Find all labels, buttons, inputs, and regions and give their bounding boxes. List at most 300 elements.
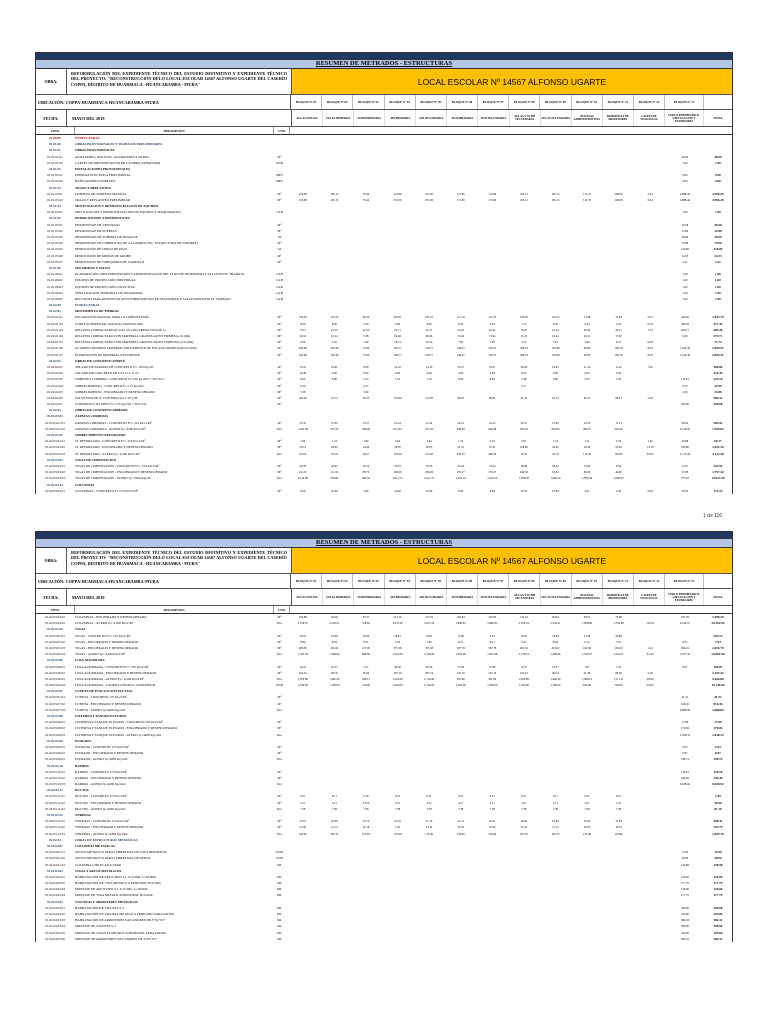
- row-total: 1.00: [715, 210, 721, 215]
- row-value: 2,139.64: [679, 426, 690, 431]
- row-value: 420.49: [614, 426, 623, 431]
- row-value: 212.76: [298, 470, 307, 475]
- row-value: 8.37: [682, 639, 688, 644]
- row-item: 01.02.04.02: [47, 868, 63, 873]
- sub-header: AULAS Y SS.HH SECUNDARIA: [510, 589, 541, 605]
- row-total: 359.60: [713, 930, 723, 935]
- sub-header: SUM PRIMARIA: [447, 589, 478, 605]
- block-header: BLOQUE Nº 02: [322, 574, 353, 588]
- row-value: 73.98: [615, 615, 622, 619]
- row-unit: ML: [277, 862, 282, 867]
- row-value: 1.00: [682, 278, 688, 283]
- row-value: 1.83: [394, 639, 401, 644]
- row-value: 16.69: [331, 819, 338, 824]
- row-value: 3,037.29: [392, 621, 403, 626]
- row-total: 224.18: [713, 377, 723, 382]
- row-item: 01.01.01.02: [47, 160, 63, 165]
- row-unit: M³: [277, 420, 282, 425]
- row-value: [634, 936, 666, 942]
- row-value: 5.60: [647, 395, 653, 400]
- row-value: 1,224.39: [679, 346, 690, 351]
- row-item: 01.01.03: [49, 185, 61, 190]
- row-item: 01.02.04.03.05: [45, 930, 65, 935]
- row-value: 1,993.48: [487, 652, 498, 657]
- row-value: 1,878.49: [581, 476, 593, 481]
- row-value: 18.68: [331, 633, 338, 638]
- row-value: 187.01: [425, 315, 434, 320]
- row-value: 79.08: [681, 241, 689, 246]
- row-total: 408.42: [713, 819, 723, 824]
- row-value: 8.97: [682, 751, 688, 756]
- row-value: 4.51: [521, 800, 527, 805]
- row-value: [287, 936, 319, 942]
- sub-header: AULAS PRIMARIA: [323, 110, 354, 126]
- row-value: 1,316.00: [424, 683, 435, 688]
- block-header: BLOQUE Nº 01: [291, 574, 322, 588]
- row-value: 917.63: [425, 426, 434, 431]
- row-value: 35.35: [299, 420, 307, 425]
- row-value: 9.96: [489, 488, 495, 493]
- col-und: UND: [274, 127, 290, 134]
- row-value: 170.46: [393, 831, 402, 836]
- row-item: 01.02.01.07: [47, 352, 63, 357]
- row-unit: M³: [277, 488, 282, 493]
- row-description: TRAZO Y REPLANTEO PRELIMINAR: [75, 197, 130, 202]
- row-item: 01.02.03.08.02: [45, 726, 65, 731]
- row-value: 163.48: [551, 352, 560, 357]
- row-value: 43.57: [362, 451, 370, 456]
- row-value: 2.03: [489, 439, 495, 444]
- row-value: 3.30: [300, 389, 306, 394]
- row-unit: M²: [277, 615, 282, 619]
- row-value: 170.46: [425, 831, 434, 836]
- row-total: 3,996.49: [712, 191, 724, 196]
- row-total: 60.17: [714, 439, 722, 444]
- row-value: 0.00: [363, 371, 369, 376]
- row-value: 8.20: [647, 346, 653, 351]
- row-item: 01.02.01.01: [47, 315, 63, 320]
- row-description: OBRAS PROVISIONALES Y TRABAJOS PRELIMINARES: [75, 142, 163, 147]
- row-value: 171.86: [456, 197, 465, 202]
- row-item: 01.02.03.04.01: [45, 488, 65, 493]
- row-value: 0.17: [363, 383, 369, 388]
- row-value: 12.00: [681, 850, 689, 855]
- row-item: 01.02.01.06: [47, 346, 63, 351]
- row-total: 9.00: [715, 173, 721, 178]
- row-value: 9.00: [552, 377, 558, 382]
- row-value: 35.93: [425, 463, 433, 468]
- row-total: 359.60: [713, 912, 723, 916]
- row-item: 01.02.03.01.01: [45, 420, 65, 425]
- row-description: BAÑO QUIMICO PORTATIL: [75, 179, 116, 184]
- row-item: 01.01.04.01: [47, 210, 63, 215]
- row-value: 152.05: [361, 831, 370, 836]
- row-value: 2,169.54: [518, 621, 529, 626]
- row-description: ELIMINACIÓN DE MATERIAL EXCEDENTE: [75, 352, 140, 357]
- row-value: 29.92: [552, 445, 559, 450]
- row-unit: M²: [277, 726, 282, 731]
- row-value: 148.47: [456, 346, 465, 351]
- row-value: 106.08: [614, 197, 623, 202]
- row-value: 14.57: [520, 664, 528, 669]
- row-total: 205.13: [713, 633, 723, 638]
- row-description: DESMONTAJE DE VENTANAS: [75, 222, 120, 227]
- row-item: 01.02.03.01.02: [45, 426, 65, 431]
- row-description: EXCAVACIÓN MANUAL PARA LA CIMENTACIÓN: [75, 315, 149, 320]
- row-value: 179.27: [456, 470, 465, 475]
- sub-header: OFICINAS ADMINISTRATIVAS: [572, 110, 603, 126]
- row-value: 249.36: [519, 470, 528, 475]
- row-item: 01.02.03.10.01: [45, 769, 65, 774]
- row-item: 01.01.03.01: [47, 191, 63, 196]
- row-item: 01.02.03.05.02: [45, 639, 65, 644]
- row-value: 4.23: [616, 321, 622, 326]
- row-unit: M³: [277, 377, 282, 382]
- row-item: 01.02.03.06: [47, 658, 63, 663]
- row-value: 10.10: [362, 463, 370, 468]
- row-value: 163.48: [330, 352, 339, 357]
- row-value: 6.93: [682, 744, 688, 749]
- row-description: LOSA ALIGERADA - CONCRETO F'c= 210 KG/CM²: [75, 664, 149, 669]
- row-total: 8.97: [715, 751, 721, 756]
- row-total: 986.52: [713, 395, 723, 400]
- row-value: [476, 936, 508, 942]
- row-value: 397.16: [393, 670, 402, 675]
- metrados-page-2: [35, 531, 733, 942]
- row-unit: UND: [275, 850, 284, 855]
- row-unit: M³: [277, 720, 282, 725]
- row-value: 820.00: [583, 683, 591, 688]
- row-value: 219.08: [298, 191, 307, 196]
- row-unit: GLB: [276, 284, 283, 289]
- block-header: BLOQUE Nº 05: [416, 95, 447, 109]
- row-value: 20.92: [299, 334, 307, 338]
- row-value: 75.15: [299, 327, 307, 332]
- sub-header: SUM SECUNDARIA: [478, 110, 509, 126]
- row-value: 0.21: [584, 794, 590, 799]
- row-value: 2,688.09: [679, 707, 690, 712]
- row-value: 35.52: [299, 364, 307, 369]
- row-description: ZAPATAS CORRIDAS - CONCRETO F'c= 210 KG/CM²: [75, 420, 152, 425]
- row-description: OBRAS DE ESTRUCTURAS METALICAS: [75, 837, 138, 842]
- row-item: 01.02.01.02: [47, 321, 63, 326]
- row-value: 10.54: [520, 488, 528, 493]
- row-value: 16.78: [583, 420, 591, 425]
- row-value: 0.11: [552, 794, 558, 799]
- row-value: 213.70: [425, 615, 434, 619]
- row-value: 89.96: [615, 670, 622, 675]
- row-unit: M²: [277, 701, 282, 706]
- row-unit: M²: [277, 825, 282, 830]
- row-item: 01.02.03.02.03: [45, 451, 65, 456]
- sub-header: AIP SECUNDARIA: [416, 589, 447, 605]
- row-value: 145.52: [519, 670, 528, 675]
- row-description: DEMOLICIÓN DE MUROS DE ADOBE: [75, 253, 131, 258]
- row-item: 01.01.05.03: [47, 235, 63, 239]
- row-item: 01.02.04.01: [47, 843, 63, 848]
- row-description: SOBRECIMIENTO REFORZADO: [75, 433, 126, 437]
- row-value: 1.23: [331, 439, 337, 444]
- row-total: 12.80: [714, 228, 722, 233]
- row-item: 01.02.03.07.02: [45, 701, 65, 706]
- row-value: 1.31: [458, 439, 464, 444]
- row-description: ESTRADO: [75, 738, 91, 743]
- row-value: 16.69: [552, 819, 559, 824]
- row-value: 1.23: [552, 439, 558, 444]
- row-description: VEREDAS - ACERO fy=4200 Kg/cm2: [75, 831, 128, 836]
- row-unit: M³: [277, 334, 282, 338]
- row-item: 01.02.03.11: [47, 788, 63, 793]
- row-unit: KG: [277, 676, 282, 681]
- row-item: 01.02.03.11.03: [45, 806, 65, 811]
- row-value: 162.06: [583, 645, 591, 650]
- row-unit: M²: [277, 371, 282, 376]
- row-value: 1,330.00: [297, 683, 308, 688]
- row-value: 4.570: [362, 800, 370, 805]
- row-value: 7.40: [647, 364, 653, 369]
- row-item: 01.02.03.07.03: [45, 707, 65, 712]
- row-item: 01.02.03.07.01: [45, 695, 65, 700]
- row-value: 48.32: [583, 327, 591, 332]
- row-unit: M²: [277, 389, 282, 394]
- row-value: 171.86: [456, 191, 465, 196]
- row-value: 21.24: [394, 420, 401, 425]
- row-value: 660.60: [361, 652, 370, 657]
- row-item: 01.01.06.05: [47, 296, 63, 301]
- row-value: 61.73: [331, 395, 338, 400]
- row-total: 23,062.90: [711, 652, 725, 657]
- fecha-row: [35, 589, 733, 606]
- row-unit: M²: [277, 445, 282, 450]
- row-description: ZAPATAS CORRIDAS - ACERO fy= 4200 KG/CM²: [75, 426, 146, 431]
- row-description: ENERGIA ELECTRICA PROVISIONAL: [75, 173, 131, 178]
- block-header: BLOQUE Nº 08: [509, 574, 540, 588]
- column-header: [35, 606, 733, 614]
- row-item: 01.01.02.02: [47, 179, 63, 184]
- row-value: 28.58: [681, 222, 689, 227]
- row-value: 1,224.39: [679, 352, 690, 357]
- row-value: 304.16: [680, 645, 689, 650]
- row-unit: M³: [277, 315, 282, 320]
- row-total: 253.79: [713, 825, 723, 830]
- row-unit: ML: [277, 936, 282, 941]
- row-value: 1.74: [647, 327, 653, 332]
- row-value: 10.69: [362, 633, 370, 638]
- row-value: 19.61: [331, 364, 338, 369]
- row-value: 319.00: [361, 683, 370, 688]
- row-value: 249.46: [680, 775, 689, 780]
- fecha-row: [35, 110, 733, 127]
- row-value: 19.53: [615, 825, 622, 830]
- row-description: MONTAJE DE VIGUETA V-1: [75, 924, 116, 929]
- row-value: 99.66: [425, 334, 433, 338]
- row-value: 17.41: [615, 420, 622, 425]
- row-value: 19.53: [583, 825, 591, 830]
- row-value: 9.45: [489, 633, 495, 638]
- sub-header: SUM PRIMARIA: [447, 110, 478, 126]
- obra-description: REFORMULACIÓN DEL EXPEDIENTE TÉCNICO DEL ESTUDIO DEFINITIVO Y EXPEDIENTE TÉCNICO DEL PROYECTO: "RECONSTRUCCIÓN DELO LOCAL ESCOLAR 14567 ALFONSO UGARTE DEL CASERÍO COPPA, DISTRITO DE HUARMACA - HUANCABAMBA - PIURA": [67, 548, 292, 574]
- row-value: 849.83: [551, 426, 560, 431]
- row-item: 01.02.04.02.02: [45, 881, 65, 886]
- row-value: 187.35: [551, 831, 560, 836]
- row-item: 01.02.03.05: [47, 627, 63, 632]
- row-total: 2.39: [715, 794, 721, 799]
- row-value: 204.68: [298, 346, 307, 351]
- row-unit: M³: [277, 352, 282, 357]
- row-unit: ML: [277, 881, 282, 886]
- sub-header: AULAS Y SS.HH SECUNDARIA: [510, 110, 541, 126]
- row-value: 1,709.38: [297, 652, 308, 657]
- block-header: BLOQUE Nº 13: [665, 574, 704, 588]
- row-description: RECURSOS PARA RESPUESTA ANTE EMERGENCIAS EN SEGURIDAD Y SALUD DURANTE EL TRABAJO: [75, 296, 231, 301]
- sub-headers: [292, 589, 732, 605]
- row-unit: M³: [277, 769, 282, 774]
- row-value: 6.44: [584, 321, 590, 326]
- row-value: 19.40: [425, 488, 433, 493]
- sub-header: SS.HH PRIMARIA: [354, 589, 385, 605]
- row-description: RAMPAS - CONCRETO 175 KG/CM²: [75, 769, 128, 774]
- sub-headers: [292, 110, 732, 126]
- row-value: 61.19: [331, 327, 338, 332]
- row-value: 47.16: [394, 819, 401, 824]
- row-total: 2,829.47: [712, 346, 724, 351]
- row-value: 5.38: [647, 670, 653, 675]
- row-value: [319, 936, 351, 942]
- row-value: 4.90: [489, 371, 495, 376]
- row-item: 01.02.02.02: [47, 371, 63, 376]
- row-value: 127.09: [361, 645, 370, 650]
- row-item: 01.02.02.01: [47, 364, 63, 369]
- row-value: 44.51: [489, 819, 496, 824]
- sub-header: AULAS SECUNDARIA: [541, 110, 572, 126]
- sheet-title: RESUMEN DE METRADOS - ESTRUCTURAS: [35, 538, 733, 548]
- sub-header: AIP PRIMARIA: [385, 589, 416, 605]
- row-value: 1,396.00: [487, 683, 498, 688]
- row-value: 156.60: [488, 831, 497, 836]
- block-header: BLOQUE Nº 09: [540, 574, 571, 588]
- row-unit: M³: [277, 346, 282, 351]
- row-description: CIMIENTO CORRIDO - CONCRETO f'c=100 kg/cm2 + 30% P.G.: [75, 377, 165, 382]
- row-value: 16.74: [394, 340, 401, 345]
- row-description: CORTE SUPERFICIAL MANUAL HASTA 0.20m: [75, 321, 143, 326]
- row-value: 19.93: [520, 633, 528, 638]
- row-item: 01.02.03.10: [47, 763, 63, 768]
- row-value: 6.47: [647, 315, 653, 320]
- row-value: 32.64: [583, 819, 591, 824]
- row-value: 4.51: [552, 800, 558, 805]
- row-total: 386.86: [713, 364, 723, 369]
- block-header: BLOQUE Nº 10: [572, 95, 603, 109]
- row-unit: KG: [277, 621, 282, 626]
- row-value: 24.33: [681, 253, 689, 258]
- row-description: MOVILIZACION Y DESMOVILIZACION DE EQUIPOS: [75, 204, 159, 209]
- row-description: OBRAS DE CONCRETO SIMPLE: [75, 358, 126, 363]
- block-header: BLOQUE Nº 08: [509, 95, 540, 109]
- row-unit: GLB: [276, 210, 283, 215]
- row-value: 208.09: [298, 645, 307, 650]
- row-total: 79.08: [714, 241, 722, 246]
- row-total: 390.00: [713, 924, 723, 929]
- row-value: 23.44: [489, 463, 496, 468]
- row-value: 15.94: [457, 334, 464, 338]
- row-total: 81.18: [714, 806, 722, 811]
- row-description: CISTERNA Y TANQUE ELEVADO - CONCRETO 210 KG/CM²: [75, 720, 163, 725]
- row-item: 01.02.03.12: [47, 813, 63, 817]
- row-value: 3.69: [584, 340, 590, 345]
- row-item: 01.01.05.06: [47, 253, 63, 258]
- row-total: 1.00: [715, 290, 721, 295]
- row-value: 4.51: [300, 800, 306, 805]
- row-value: 591.66: [488, 676, 497, 681]
- row-item: 01.02.03.05.04: [45, 652, 65, 657]
- row-value: 3.25: [552, 340, 558, 345]
- row-value: 7.38: [616, 806, 622, 811]
- row-total: 3,127.48: [712, 451, 724, 456]
- row-description: VEREDAS: [75, 813, 91, 817]
- row-value: 782.36: [519, 426, 528, 431]
- row-value: 0.21: [616, 794, 622, 799]
- row-value: 86.95: [489, 395, 496, 400]
- row-value: [382, 936, 414, 942]
- row-value: 201.62: [330, 645, 339, 650]
- row-description: ESTRUCTURAS: [75, 136, 100, 140]
- row-value: 30.05: [425, 445, 433, 450]
- row-unit: M³: [277, 819, 282, 824]
- row-value: 7.38: [458, 806, 464, 811]
- row-total: 1,032.39: [712, 445, 724, 450]
- row-unit: M³: [277, 327, 282, 332]
- row-value: 91.38: [583, 670, 591, 675]
- sub-header: AULAS INICIAL: [292, 589, 323, 605]
- row-value: 152.00: [425, 395, 434, 400]
- row-value: 2,316.07: [297, 621, 308, 626]
- row-value: 8.46: [300, 321, 306, 326]
- row-value: 7.72: [521, 321, 527, 326]
- row-unit: KG: [277, 782, 282, 787]
- row-value: 122.52: [330, 315, 339, 320]
- row-value: 1.90: [363, 439, 369, 444]
- row-value: 10.60: [331, 488, 338, 493]
- row-total: 177.79: [713, 893, 723, 898]
- sub-header: AULAS PRIMARIA: [323, 589, 354, 605]
- total-header: TOTAL: [713, 116, 723, 120]
- row-value: 3.37: [363, 664, 369, 669]
- row-item: 01.02.02: [49, 358, 61, 363]
- row-value: 728.62: [361, 621, 370, 626]
- row-value: 917.63: [393, 426, 402, 431]
- sub-header: AULAS SECUNDARIA: [541, 589, 572, 605]
- row-description: COLUMNAS - CONCRETO F'c=210 KG/CM²: [75, 488, 139, 493]
- block-header: BLOQUE Nº 06: [447, 95, 478, 109]
- row-value: 0.29: [647, 340, 653, 345]
- header-bar: [35, 531, 733, 538]
- row-item: 01.01.05.01: [47, 222, 63, 227]
- row-value: 1.19: [394, 377, 401, 382]
- row-description: HABILITACIÓN DE VIGUETA V-1: [75, 905, 125, 910]
- sub-header: AULAS INICIAL: [292, 110, 323, 126]
- row-description: VIGAS: [75, 627, 86, 632]
- row-value: 46.36: [425, 664, 433, 669]
- row-value: 52.81: [299, 819, 307, 824]
- row-value: 296.06: [425, 470, 434, 475]
- row-unit: M²: [277, 154, 282, 159]
- row-item: 01.01.03.02: [47, 197, 63, 202]
- row-item: 01.01.06.03: [47, 284, 63, 289]
- row-value: 584.32: [680, 936, 689, 941]
- row-value: 31.85: [615, 819, 622, 824]
- row-value: 140.77: [425, 352, 434, 357]
- row-description: DUCTOS: [75, 788, 89, 793]
